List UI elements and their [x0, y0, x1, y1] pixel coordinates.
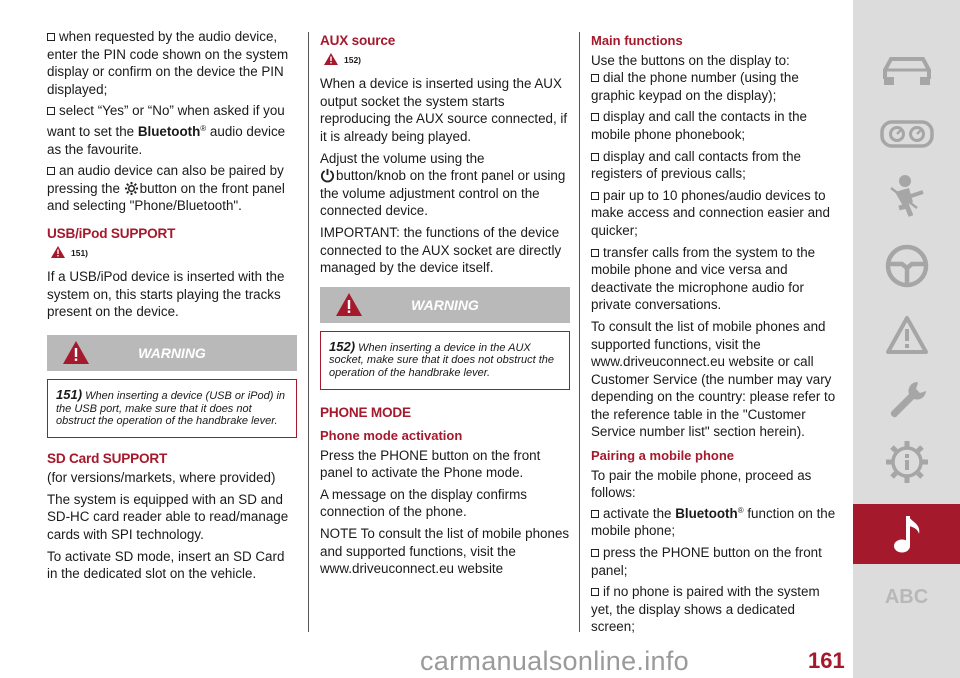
phone-mode-heading: PHONE MODE	[320, 404, 411, 420]
checkbox-bullet-icon	[591, 192, 599, 200]
sidebar-item-maintenance[interactable]	[853, 370, 960, 430]
paragraph: To activate SD mode, insert an SD Card in the dedicated slot on the vehicle.	[47, 548, 285, 582]
warning-triangle-icon	[324, 53, 338, 65]
sidebar-item-instruments[interactable]	[853, 104, 960, 164]
paragraph: A message on the display confirms connection of the phone.	[320, 486, 527, 520]
activation-heading: Phone mode activation	[320, 428, 463, 444]
checkbox-bullet-icon	[591, 249, 599, 257]
list-item: display and call contacts from the registers of previous calls;	[591, 148, 801, 182]
list-item: if no phone is paired with the system yet, the display shows a dedicated screen;	[591, 584, 820, 635]
warning-bar	[320, 287, 570, 323]
list-item: dial the phone number (using the graphic keypad on the display);	[591, 70, 799, 103]
paragraph: If a USB/iPod device is inserted with the system on, this starts playing the tracks present on the device.	[47, 269, 285, 320]
warning-triangle-icon	[885, 315, 929, 355]
warning-label: WARNING	[411, 296, 479, 313]
paragraph: (for versions/markets, where provided)	[47, 470, 276, 486]
paragraph: When a device is inserted using the AUX output socket the system starts reproducing the AUX source connected, if it is already being played.	[320, 76, 568, 144]
list-item: select “Yes” or “No” when asked if you want to set the Bluetooth® audio device as the favourite.	[47, 103, 286, 157]
main-functions-heading: Main functions	[591, 33, 683, 48]
warning-ref: 152)	[324, 52, 570, 70]
warning-ref: 151)	[51, 245, 297, 263]
warning-triangle-icon	[51, 246, 65, 258]
column-divider	[308, 32, 309, 632]
checkbox-bullet-icon	[591, 74, 599, 82]
checkbox-bullet-icon	[591, 588, 599, 596]
list-item: pair up to 10 phones/audio devices to make access and connection easier and quicker;	[591, 187, 830, 238]
list-item: display and call the contacts in the mobile phone phonebook;	[591, 109, 807, 142]
checkbox-bullet-icon	[591, 113, 599, 121]
column-3	[591, 28, 841, 640]
sidebar-item-safety[interactable]	[853, 166, 960, 226]
settings-info-icon	[884, 439, 930, 485]
sidebar-item-car[interactable]	[853, 40, 960, 100]
bluetooth-brand: Bluetooth	[137, 123, 201, 139]
warning-bar	[47, 335, 297, 371]
aux-heading: AUX source	[320, 33, 396, 48]
settings-gear-icon	[124, 181, 139, 196]
car-icon	[881, 53, 933, 87]
warning-label: WARNING	[138, 344, 206, 361]
list-item: when requested by the audio device, enter the PIN code shown on the system display or confirm on the device the PIN displayed;	[47, 29, 289, 97]
checkbox-bullet-icon	[47, 33, 55, 41]
sidebar-item-driving[interactable]	[853, 236, 960, 296]
paragraph: Use the buttons on the display to:	[591, 52, 790, 68]
bluetooth-brand: Bluetooth	[675, 505, 738, 521]
column-2	[320, 28, 570, 582]
checkbox-bullet-icon	[591, 153, 599, 161]
column-1	[47, 28, 297, 587]
paragraph: To pair the mobile phone, proceed as follows:	[591, 467, 812, 501]
sidebar-item-technical[interactable]	[853, 432, 960, 492]
list-item: an audio device can also be paired by pressing the button on the front panel and selecting "Phone/Bluetooth".	[47, 163, 285, 214]
pairing-heading: Pairing a mobile phone	[591, 448, 735, 464]
steering-wheel-icon	[885, 244, 929, 288]
list-item: transfer calls from the system to the mobile phone and vice versa and deactivate the microphone audio for private conversations.	[591, 244, 816, 313]
sidebar-item-emergency[interactable]	[853, 305, 960, 365]
chapter-sidebar	[853, 0, 960, 678]
sidebar-item-multimedia[interactable]	[853, 504, 960, 564]
paragraph: Press the PHONE button on the front panel to activate the Phone mode.	[320, 447, 541, 481]
seatbelt-person-icon	[887, 174, 927, 218]
list-item: activate the Bluetooth® function on the mobile phone;	[591, 505, 836, 539]
sidebar-item-index[interactable]: ABC	[884, 586, 929, 608]
checkbox-bullet-icon	[591, 510, 599, 518]
warning-box: 152) When inserting a device in the AUX socket, make sure that it does not obstruct the operation of the handbrake lever.	[320, 331, 570, 390]
warning-box: 151) When inserting a device (USB or iPod) in the USB port, make sure that it does not obstruct the operation of the handbrake lever.	[47, 379, 297, 438]
checkbox-bullet-icon	[47, 107, 55, 115]
paragraph: NOTE To consult the list of mobile phones and supported functions, visit the www.driveuconnect.eu website	[320, 526, 570, 577]
checkbox-bullet-icon	[47, 167, 55, 175]
power-icon	[320, 168, 335, 183]
checkbox-bullet-icon	[591, 549, 599, 557]
usb-heading: USB/iPod SUPPORT	[47, 225, 176, 241]
dashboard-gauges-icon	[880, 119, 934, 149]
list-item: press the PHONE button on the front panel;	[591, 545, 822, 578]
music-note-icon	[891, 512, 923, 556]
paragraph: IMPORTANT: the functions of the device connected to the AUX socket are directly managed by the device itself.	[320, 224, 562, 276]
paragraph: Adjust the volume using the button/knob on the front panel or using the volume adjustment control on the connected device.	[320, 150, 566, 219]
column-divider	[579, 32, 580, 632]
paragraph: The system is equipped with an SD and SD-HC card reader able to read/manage cards with SPI technology.	[47, 491, 289, 543]
page-number: 161	[808, 648, 845, 673]
watermark: carmanualsonline.info	[420, 646, 689, 676]
paragraph: To consult the list of mobile phones and supported functions, visit the www.driveuconnect.eu website or call Customer Service (the number may vary depending on the country: please refer to the reference table in the "Customer Service number list" section herein).	[591, 318, 836, 440]
sd-heading: SD Card SUPPORT	[47, 450, 168, 466]
wrench-icon	[885, 378, 929, 422]
